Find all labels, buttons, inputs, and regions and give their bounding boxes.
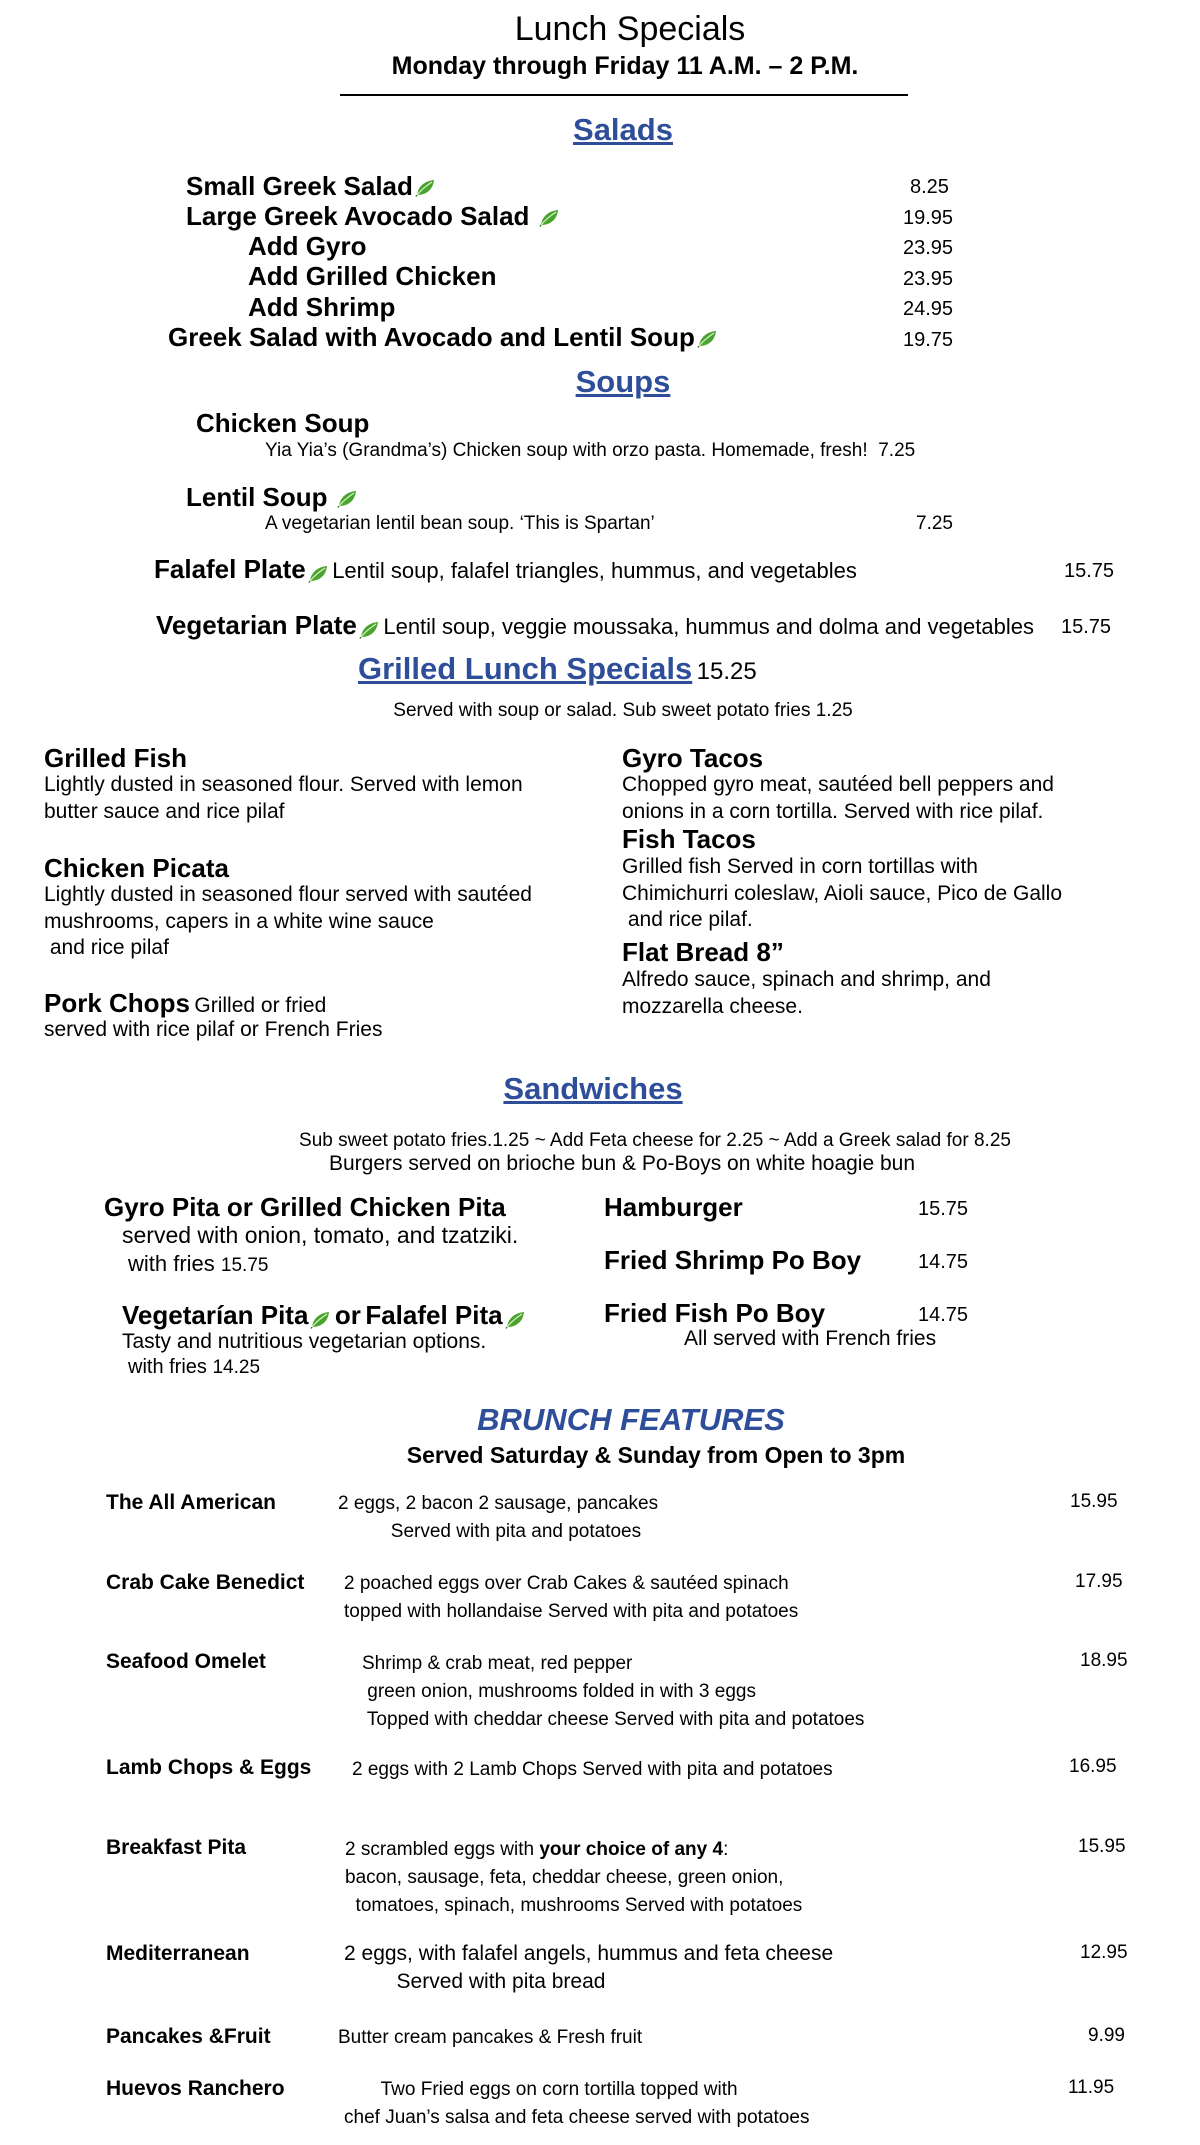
leaf-icon (505, 1311, 525, 1329)
soup-item-lentil: Lentil Soup (186, 482, 357, 513)
grilled-item-desc: Grilled fish Served in corn tortillas with Chimichurri coleslaw, Aioli sauce, Pico de Gallo and rice pilaf. (622, 855, 1063, 931)
sandwich-item: Fried Fish Po Boy (604, 1298, 826, 1328)
salad-item: Add Grilled Chicken (248, 261, 497, 291)
plate-item-falafel: Falafel Plate Lentil soup, falafel triangles, hummus, and vegetables (154, 554, 857, 584)
soup-price: 7.25 (916, 513, 953, 534)
sandwiches-footer: All served with French fries (684, 1327, 937, 1350)
brunch-item-name: Mediterranean (106, 1942, 250, 1965)
grilled-item-desc: served with rice pilaf or French Fries (44, 1018, 383, 1041)
plate-desc: Lentil soup, veggie moussaka, hummus and dolma and vegetables (383, 614, 1034, 639)
sandwich-price: 14.75 (918, 1251, 969, 1273)
sandwich-price: 15.75 (918, 1198, 969, 1220)
grilled-item-desc: Chopped gyro meat, sautéed bell peppers and onions in a corn tortilla. Served with rice pilaf. (622, 773, 1054, 823)
grilled-item-name: Grilled Fish (44, 743, 188, 773)
salad-item: Add Gyro (248, 231, 367, 261)
grilled-item-name: Chicken Picata (44, 853, 229, 883)
salad-item: Greek Salad with Avocado and Lentil Soup (168, 322, 717, 353)
brunch-item-name: Lamb Chops & Eggs (106, 1756, 312, 1779)
brunch-item-name: Seafood Omelet (106, 1650, 266, 1673)
leaf-icon (308, 565, 328, 583)
grilled-price: 15.25 (696, 658, 757, 685)
leaf-icon (310, 1311, 330, 1329)
grilled-item-name: Fish Tacos (622, 824, 756, 854)
brunch-item-desc: Two Fried eggs on corn tortilla topped with chef Juan’s salsa and feta cheese served with potatoes (344, 2079, 810, 2128)
grilled-item-desc: Lightly dusted in seasoned flour served with sautéed mushrooms, capers in a white wine sauce and rice pilaf (44, 883, 532, 959)
sandwich-item: Hamburger (604, 1192, 743, 1222)
salad-item: Large Greek Avocado Salad (186, 201, 559, 232)
brunch-item-price: 18.95 (1080, 1650, 1128, 1671)
sandwich-item-gyro: Gyro Pita or Grilled Chicken Pita (104, 1192, 506, 1222)
salad-price: 19.75 (903, 329, 954, 351)
soup-item-chicken: Chicken Soup (196, 408, 370, 438)
grilled-item-name: Flat Bread 8” (622, 937, 784, 967)
grilled-item-desc: Alfredo sauce, spinach and shrimp, and mozzarella cheese. (622, 968, 991, 1018)
sandwich-fries: with fries 14.25 (128, 1356, 261, 1378)
brunch-item-desc: 2 scrambled eggs with your choice of any 4: (345, 1839, 729, 1860)
brunch-item-name: Crab Cake Benedict (106, 1571, 305, 1594)
soup-desc: A vegetarian lentil bean soup. ‘This is Spartan’ (265, 513, 655, 534)
brunch-item-price: 11.95 (1068, 2077, 1115, 2098)
brunch-item-price: 15.95 (1070, 1491, 1118, 1512)
header-divider (340, 94, 908, 96)
page-subtitle: Monday through Friday 11 A.M. – 2 P.M. (391, 52, 859, 80)
salad-price: 19.95 (903, 207, 954, 229)
plate-desc: Lentil soup, falafel triangles, hummus, and vegetables (332, 558, 857, 583)
brunch-subheading: Served Saturday & Sunday from Open to 3pm (406, 1442, 906, 1468)
grilled-note: Served with soup or salad. Sub sweet potato fries 1.25 (393, 700, 853, 721)
brunch-heading: BRUNCH FEATURES (477, 1402, 785, 1437)
salad-item: Small Greek Salad (186, 171, 435, 202)
soup-desc: Yia Yia’s (Grandma’s) Chicken soup with orzo pasta. Homemade, fresh! 7.25 (265, 440, 916, 461)
sandwich-price: 14.25 (212, 1357, 261, 1378)
sandwiches-note: Burgers served on brioche bun & Po-Boys on white hoagie bun (328, 1152, 916, 1175)
plate-price: 15.75 (1064, 560, 1115, 582)
salads-heading: Salads (573, 112, 673, 147)
brunch-item-desc: 2 eggs, 2 bacon 2 sausage, pancakes Served with pita and potatoes (338, 1493, 659, 1542)
salad-price: 23.95 (903, 268, 954, 290)
grilled-heading: Grilled Lunch Specials 15.25 (358, 651, 757, 686)
brunch-item-name: Huevos Ranchero (106, 2077, 285, 2100)
sandwich-price: 14.75 (918, 1304, 969, 1326)
leaf-icon (697, 330, 717, 348)
sandwich-item: Fried Shrimp Po Boy (604, 1245, 862, 1275)
plate-price: 15.75 (1061, 616, 1112, 638)
leaf-icon (415, 179, 435, 197)
sandwich-desc: served with onion, tomato, and tzatziki. (122, 1222, 519, 1248)
brunch-item-price: 9.99 (1088, 2025, 1125, 2046)
leaf-icon (359, 621, 379, 639)
brunch-item-desc: 2 eggs with 2 Lamb Chops Served with pita and potatoes (352, 1759, 833, 1780)
sandwiches-note: Sub sweet potato fries.1.25 ~ Add Feta cheese for 2.25 ~ Add a Greek salad for 8.25 (299, 1130, 1011, 1151)
plate-item-vegetarian: Vegetarian Plate Lentil soup, veggie moussaka, hummus and dolma and vegetables (156, 610, 1034, 640)
brunch-item-desc: 2 poached eggs over Crab Cakes & sautéed spinach topped with hollandaise Served with pita and potatoes (344, 1573, 799, 1622)
brunch-item-price: 12.95 (1080, 1942, 1128, 1963)
salad-price: 24.95 (903, 298, 954, 320)
sandwich-desc: Tasty and nutritious vegetarian options. (122, 1330, 487, 1353)
brunch-item-desc: Shrimp & crab meat, red pepper green onion, mushrooms folded in with 3 eggs Topped with cheddar cheese Served with pita and potatoes (362, 1653, 865, 1730)
brunch-item-desc: Butter cream pancakes & Fresh fruit (338, 2027, 643, 2048)
grilled-item-name: Gyro Tacos (622, 743, 764, 773)
page-title: Lunch Specials (514, 10, 746, 48)
brunch-item-price: 15.95 (1078, 1836, 1126, 1857)
salad-item: Add Shrimp (248, 292, 396, 322)
salad-price: 8.25 (910, 176, 949, 198)
soups-heading: Soups (575, 364, 671, 399)
soup-price: 7.25 (878, 440, 916, 461)
sandwich-price: 15.75 (220, 1255, 269, 1276)
grilled-item-inline: Grilled or fried (194, 994, 327, 1017)
salad-price: 23.95 (903, 237, 954, 259)
brunch-item-desc: 2 eggs, with falafel angels, hummus and feta cheese Served with pita bread (344, 1942, 834, 1993)
brunch-item-price: 17.95 (1075, 1571, 1123, 1592)
sandwich-item-veg: Vegetarían Pita or Falafel Pita (122, 1300, 525, 1331)
brunch-item-price: 16.95 (1069, 1756, 1117, 1777)
brunch-item-name: Pancakes &Fruit (106, 2025, 271, 2048)
grilled-item-name: Pork Chops Grilled or fried (44, 988, 327, 1018)
sandwiches-heading: Sandwiches (503, 1071, 683, 1106)
leaf-icon (337, 490, 357, 508)
brunch-item-desc: bacon, sausage, feta, cheddar cheese, green onion, tomatoes, spinach, mushrooms Served with potatoes (345, 1867, 803, 1916)
grilled-item-desc: Lightly dusted in seasoned flour. Served with lemon butter sauce and rice pilaf (44, 773, 523, 823)
sandwich-fries: with fries 15.75 (128, 1251, 269, 1276)
brunch-item-name: The All American (106, 1491, 276, 1514)
leaf-icon (539, 209, 559, 227)
brunch-item-name: Breakfast Pita (106, 1836, 247, 1859)
